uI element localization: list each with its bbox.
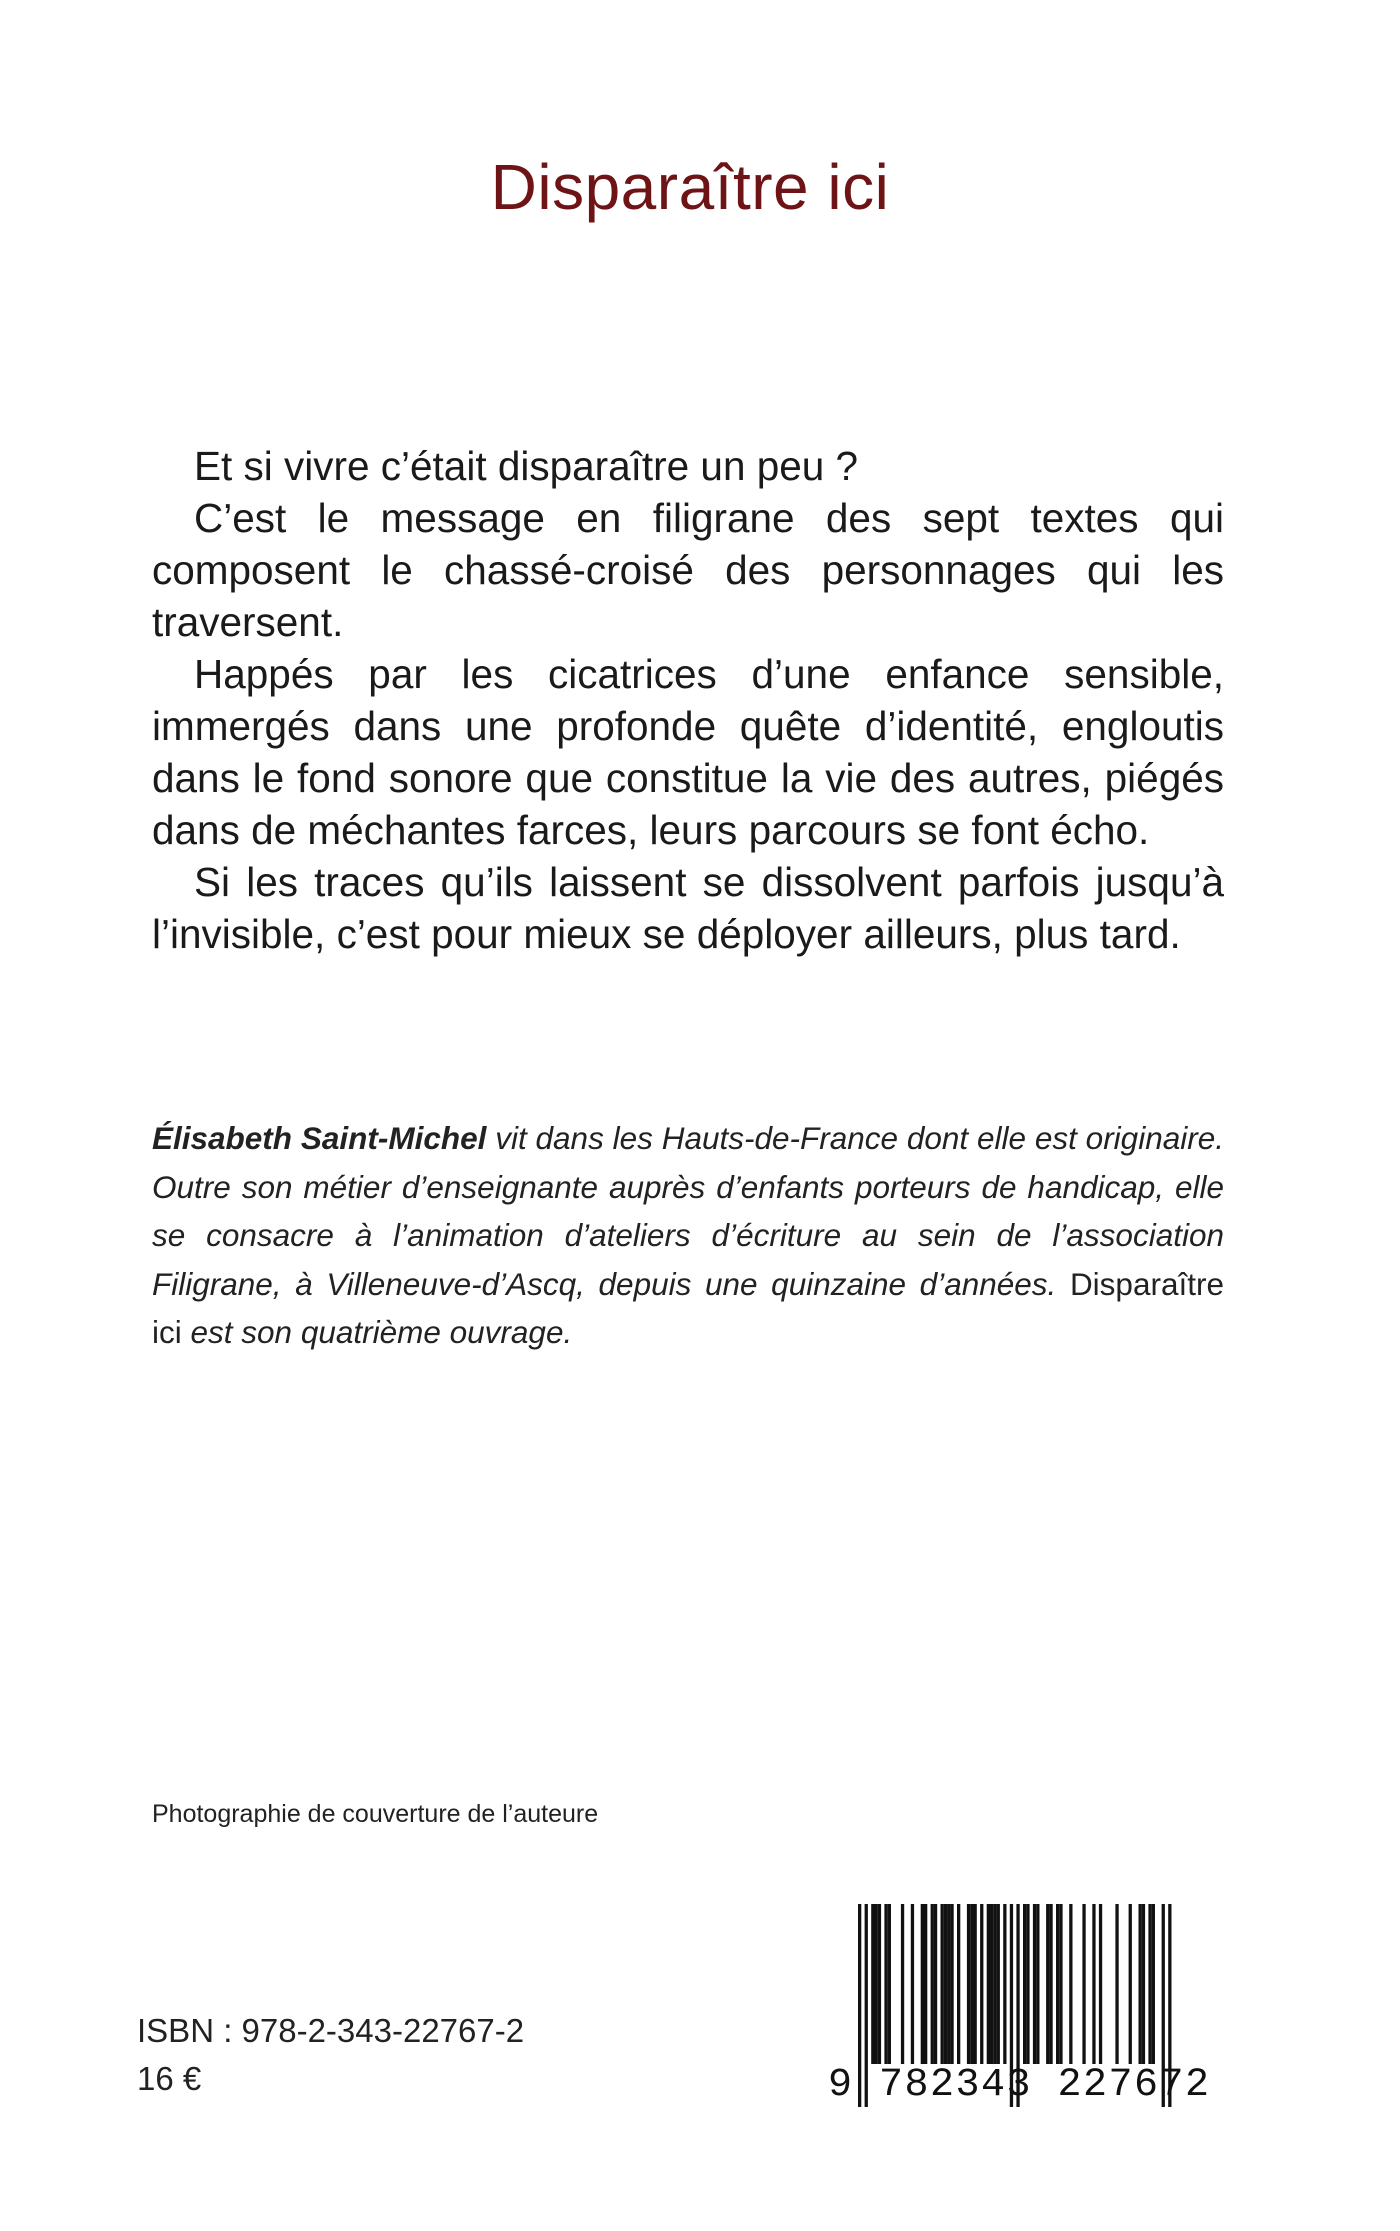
barcode-bar xyxy=(871,1904,874,2064)
bio-text: vit dans les Hauts-de-France dont elle est originaire. Outre son métier d’enseignante auprès d’enfants porteurs de handicap, elle se consacre à l’animation d’ateliers d’écriture au sein de l’association Filigrane, à Villeneuve-d’Ascq, depuis une quinzaine d’années. xyxy=(152,1120,1224,1302)
barcode-bar xyxy=(1056,1904,1059,2064)
author-name: Élisabeth Saint-Michel xyxy=(152,1120,487,1156)
blurb xyxy=(152,440,1224,960)
barcode-bar xyxy=(980,1904,983,2064)
barcode-bar xyxy=(974,1904,977,2064)
barcode-bar xyxy=(888,1904,891,2064)
barcode-bar xyxy=(878,1904,881,2064)
bio-book-title: Disparaître ici xyxy=(152,1265,1224,1350)
barcode-bar xyxy=(993,1904,996,2064)
barcode-bar xyxy=(1082,1904,1085,2064)
barcode-bar xyxy=(884,1904,887,2064)
blurb-paragraph: Et si vivre c’était disparaître un peu ? xyxy=(194,443,859,489)
barcode-bar xyxy=(990,1904,993,2064)
barcode-bar xyxy=(1049,1904,1052,2064)
barcode-bar xyxy=(901,1904,904,2064)
barcode-bar xyxy=(957,1904,960,2064)
barcode-bar xyxy=(1059,1904,1062,2064)
isbn: ISBN : 978-2-343-22767-2 xyxy=(137,2012,525,2049)
barcode-bar xyxy=(931,1904,934,2064)
barcode-bar xyxy=(941,1904,944,2064)
author-bio xyxy=(152,1114,1224,1357)
barcode-bar xyxy=(1046,1904,1049,2064)
blurb-paragraph: Si les traces qu’ils laissent se dissolvent parfois jusqu’à l’invisible, c’est pour mieux se déployer ailleurs, plus tard. xyxy=(152,859,1224,957)
barcode-bar xyxy=(950,1904,953,2064)
barcode-bar xyxy=(987,1904,990,2064)
barcode-bar xyxy=(1026,1904,1029,2064)
barcode-bar xyxy=(1092,1904,1095,2064)
book-title: Disparaître ici xyxy=(490,151,890,223)
barcode-bar xyxy=(921,1904,924,2064)
barcode-bar xyxy=(944,1904,947,2064)
blurb-paragraph: Happés par les cicatrices d’une enfance sensible, immergés dans une profonde quête d’identité, engloutis dans le fond sonore que constitue la vie des autres, piégés dans de méchantes farces, leurs parcours se font écho. xyxy=(152,651,1224,853)
barcode-bar xyxy=(1003,1904,1006,2064)
barcode-bar xyxy=(924,1904,927,2064)
barcode-bar xyxy=(1033,1904,1036,2064)
photo-credit: Photographie de couverture de l’auteure xyxy=(152,1800,599,1828)
barcode-bar xyxy=(997,1904,1000,2064)
barcode-bar xyxy=(1152,1904,1155,2064)
barcode-digits: 9 782343 227672 xyxy=(828,2063,1211,2108)
barcode-bar xyxy=(1139,1904,1142,2064)
barcode-bar xyxy=(970,1904,973,2064)
barcode-bar xyxy=(1069,1904,1072,2064)
barcode-bar xyxy=(875,1904,878,2064)
barcode-bar xyxy=(1099,1904,1102,2064)
barcode-bar xyxy=(967,1904,970,2064)
bio-text-end: est son quatrième ouvrage. xyxy=(181,1314,573,1350)
barcode-bar xyxy=(1129,1904,1132,2064)
barcode-bar xyxy=(1142,1904,1145,2064)
blurb-paragraph: C’est le message en filigrane des sept textes qui composent le chassé-croisé des personnages qui les traversent. xyxy=(152,495,1224,645)
barcode-bar xyxy=(911,1904,914,2064)
barcode-bar xyxy=(1023,1904,1026,2064)
barcode-bar xyxy=(1036,1904,1039,2064)
barcode-bar xyxy=(1148,1904,1151,2064)
price: 16 € xyxy=(137,2060,202,2097)
barcode-bar xyxy=(947,1904,950,2064)
barcode-bar xyxy=(1115,1904,1118,2064)
barcode-bar xyxy=(934,1904,937,2064)
